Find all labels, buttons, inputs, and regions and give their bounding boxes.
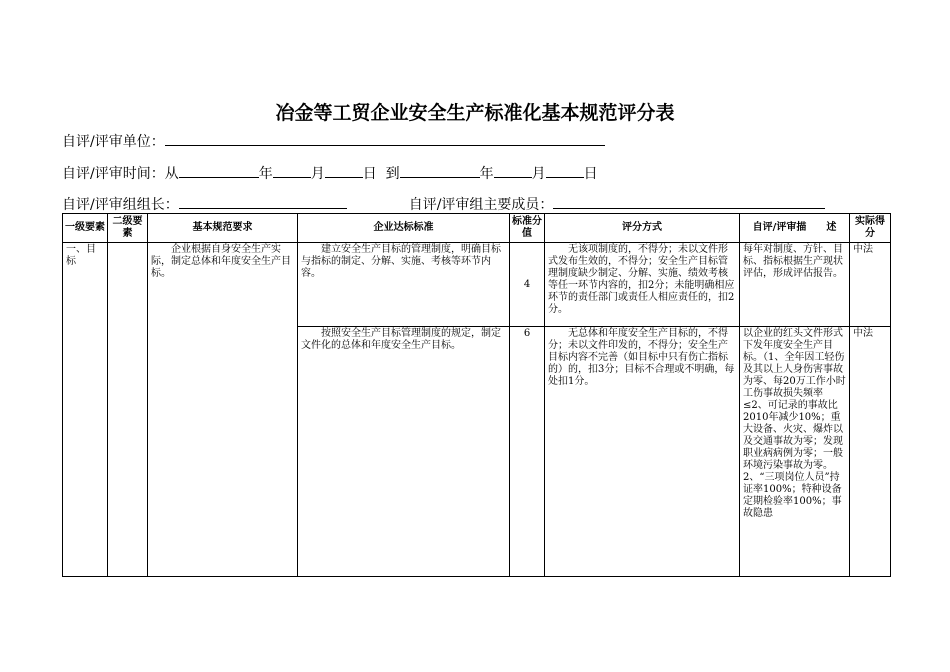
col-header-level1: 一级要素 [63, 214, 108, 243]
month-label-2: 月 [531, 166, 546, 182]
standard-cell: 建立安全生产目标的管理制度，明确目标与指标的制定、分解、实施、考核等环节内容。 [298, 243, 510, 327]
actual-score-cell: 中法 [850, 327, 891, 577]
year-label-1: 年 [258, 166, 273, 182]
col-header-score: 标准分值 [510, 214, 545, 243]
members-blank [553, 193, 825, 209]
time-label: 自评/评审时间：从 [62, 166, 179, 182]
unit-line [62, 130, 605, 150]
scoring-table [62, 213, 891, 577]
leader-label: 自评/评审组组长： [62, 197, 179, 213]
method-cell: 无该项制度的，不得分；未以文件形式发布生效的，不得分；安全生产目标管理制度缺少制定、分解、实施、绩效考核等任一环节内容的，扣2分；未能明确相应环节的责任部门或责任人相应责任的，扣2分。 [545, 243, 740, 327]
to-label: 到 [385, 166, 400, 182]
col-header-method: 评分方式 [545, 214, 740, 243]
to-month-blank [494, 162, 532, 178]
col-header-standard: 企业达标标准 [298, 214, 510, 243]
unit-label: 自评/评审单位： [62, 134, 165, 150]
requirement-cell: 企业根据自身安全生产实际，制定总体和年度安全生产目标。 [148, 243, 298, 577]
col-header-description: 自评/评审描 述 [740, 214, 850, 243]
score-cell: 4 [510, 243, 545, 327]
actual-score-cell: 中法 [850, 243, 891, 327]
from-month-blank [273, 162, 311, 178]
day-label-2: 日 [583, 166, 598, 182]
col-header-actual: 实际得分 [850, 214, 891, 243]
leader-line [62, 193, 825, 213]
document-title: 冶金等工贸企业安全生产标准化基本规范评分表 [275, 102, 675, 124]
leader-blank [179, 193, 347, 209]
to-day-blank [546, 162, 584, 178]
from-day-blank [325, 162, 363, 178]
score-cell: 6 [510, 327, 545, 577]
method-cell: 无总体和年度安全生产目标的，不得分；未以文件印发的，不得分；安全生产目标内容不完善（如目标中只有伤亡指标的）的，扣3分；目标不合理或不明确，每处扣1分。 [545, 327, 740, 577]
time-line [62, 162, 598, 182]
standard-cell: 按照安全生产目标管理制度的规定，制定文件化的总体和年度安全生产目标。 [298, 327, 510, 577]
from-year-blank [179, 162, 259, 178]
level2-cell [108, 243, 148, 577]
table-row [63, 243, 891, 327]
col-header-requirement: 基本规范要求 [148, 214, 298, 243]
col-header-level2: 二级要素 [108, 214, 148, 243]
level1-cell: 一、目标 [63, 243, 108, 577]
to-year-blank [400, 162, 480, 178]
description-cell: 每年对制度、方针、目标、指标根据生产现状评估，形成评估报告。 [740, 243, 850, 327]
day-label-1: 日 [362, 166, 377, 182]
table-header-row [63, 214, 891, 243]
month-label-1: 月 [310, 166, 325, 182]
description-cell: 以企业的红头文件形式下发年度安全生产目标。（1、全年因工轻伤及其以上人身伤害事故为零、每20万工作小时工伤事故损失频率≤2、可记录的事故比2010年减少10%；重大设备、火灾、爆炸以及交通事故为零；发现职业病病例为零；一般环境污染事故为零。2、“三项岗位人员”持证率100%；特种设备定期检验率100%；事故隐患 [740, 327, 850, 577]
year-label-2: 年 [479, 166, 494, 182]
unit-blank [165, 130, 605, 146]
members-label: 自评/评审组主要成员： [408, 197, 554, 213]
